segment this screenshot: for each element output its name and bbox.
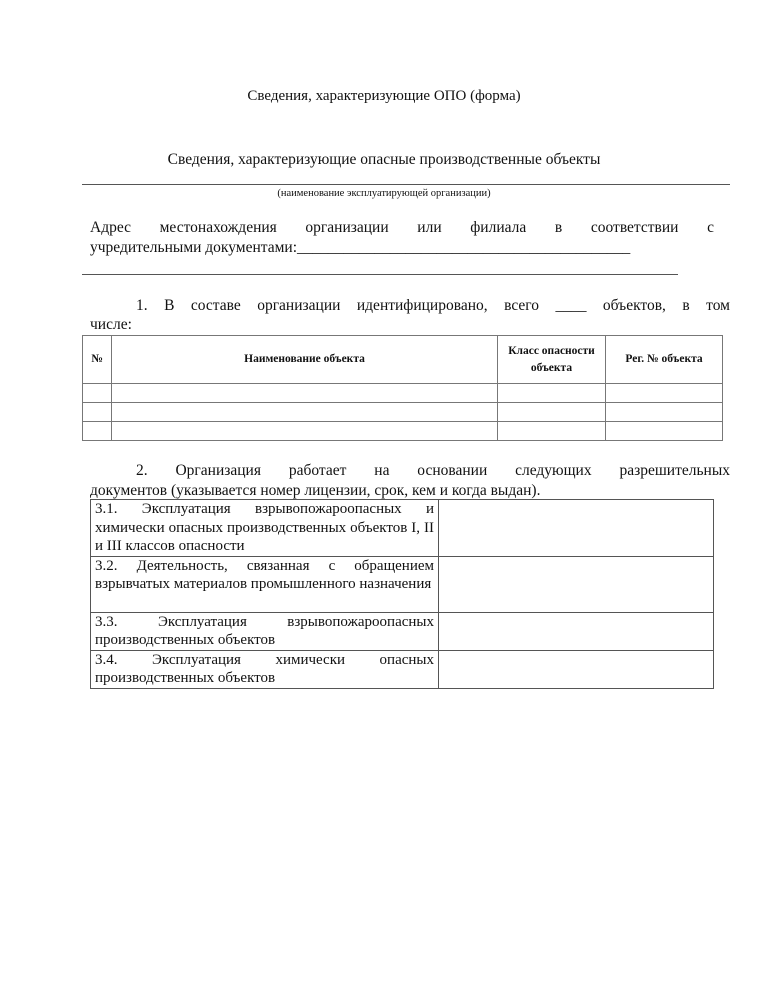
table-cell[interactable] [498, 422, 606, 441]
table-cell[interactable] [112, 384, 498, 403]
table-row [83, 422, 723, 441]
form-title: Сведения, характеризующие ОПО (форма) [247, 88, 521, 104]
objects-count-paragraph: 1. В составе организации идентифицировано, всего ____ объектов, в том [136, 297, 730, 314]
permit-label: 3.4. Эксплуатация химически опасных производственных объектов [91, 650, 439, 688]
table-row [91, 500, 714, 557]
objects-count-paragraph-end: числе: [90, 316, 132, 333]
address-label: Адрес местонахождения организации или филиала в соответствии с [90, 219, 714, 236]
permit-value-cell[interactable] [439, 556, 714, 612]
table-cell[interactable] [606, 422, 723, 441]
table-cell[interactable] [606, 403, 723, 422]
table-cell[interactable] [498, 403, 606, 422]
organization-name-caption: (наименование эксплуатирующей организации) [277, 188, 491, 199]
table-cell[interactable] [112, 403, 498, 422]
permits-paragraph: 2. Организация работает на основании следующих разрешительных [136, 462, 730, 479]
column-header-hazard-class: Класс опасности объекта [498, 336, 606, 384]
permit-value-cell[interactable] [439, 612, 714, 650]
permit-label: 3.3. Эксплуатация взрывопожароопасных производственных объектов [91, 612, 439, 650]
table-cell[interactable] [83, 422, 112, 441]
table-cell[interactable] [606, 384, 723, 403]
permit-label: 3.2. Деятельность, связанная с обращением взрывчатых материалов промышленного назначения [91, 556, 439, 612]
table-cell[interactable] [83, 403, 112, 422]
table-cell[interactable] [112, 422, 498, 441]
column-header-reg-number: Рег. № объекта [606, 336, 723, 384]
column-header-number: № [83, 336, 112, 384]
objects-table [82, 335, 723, 441]
table-row [91, 612, 714, 650]
table-row [91, 556, 714, 612]
table-row [91, 650, 714, 688]
permit-label: 3.1. Эксплуатация взрывопожароопасных и химически опасных производственных объектов I, II и III классов опасности [91, 500, 439, 557]
permits-table [90, 499, 714, 689]
objects-table-header [83, 336, 723, 384]
permit-value-cell[interactable] [439, 650, 714, 688]
organization-name-line[interactable] [82, 184, 730, 185]
table-row [83, 384, 723, 403]
permits-paragraph-end: документов (указывается номер лицензии, срок, кем и когда выдан). [90, 482, 541, 499]
document-title: Сведения, характеризующие опасные производственные объекты [167, 151, 601, 168]
table-cell[interactable] [83, 384, 112, 403]
table-row [83, 403, 723, 422]
address-continuation-line[interactable] [82, 274, 678, 275]
column-header-object-name: Наименование объекта [112, 336, 498, 384]
permit-value-cell[interactable] [439, 500, 714, 557]
address-field[interactable]: учредительными документами:___________________________________________ [90, 239, 631, 256]
table-cell[interactable] [498, 384, 606, 403]
